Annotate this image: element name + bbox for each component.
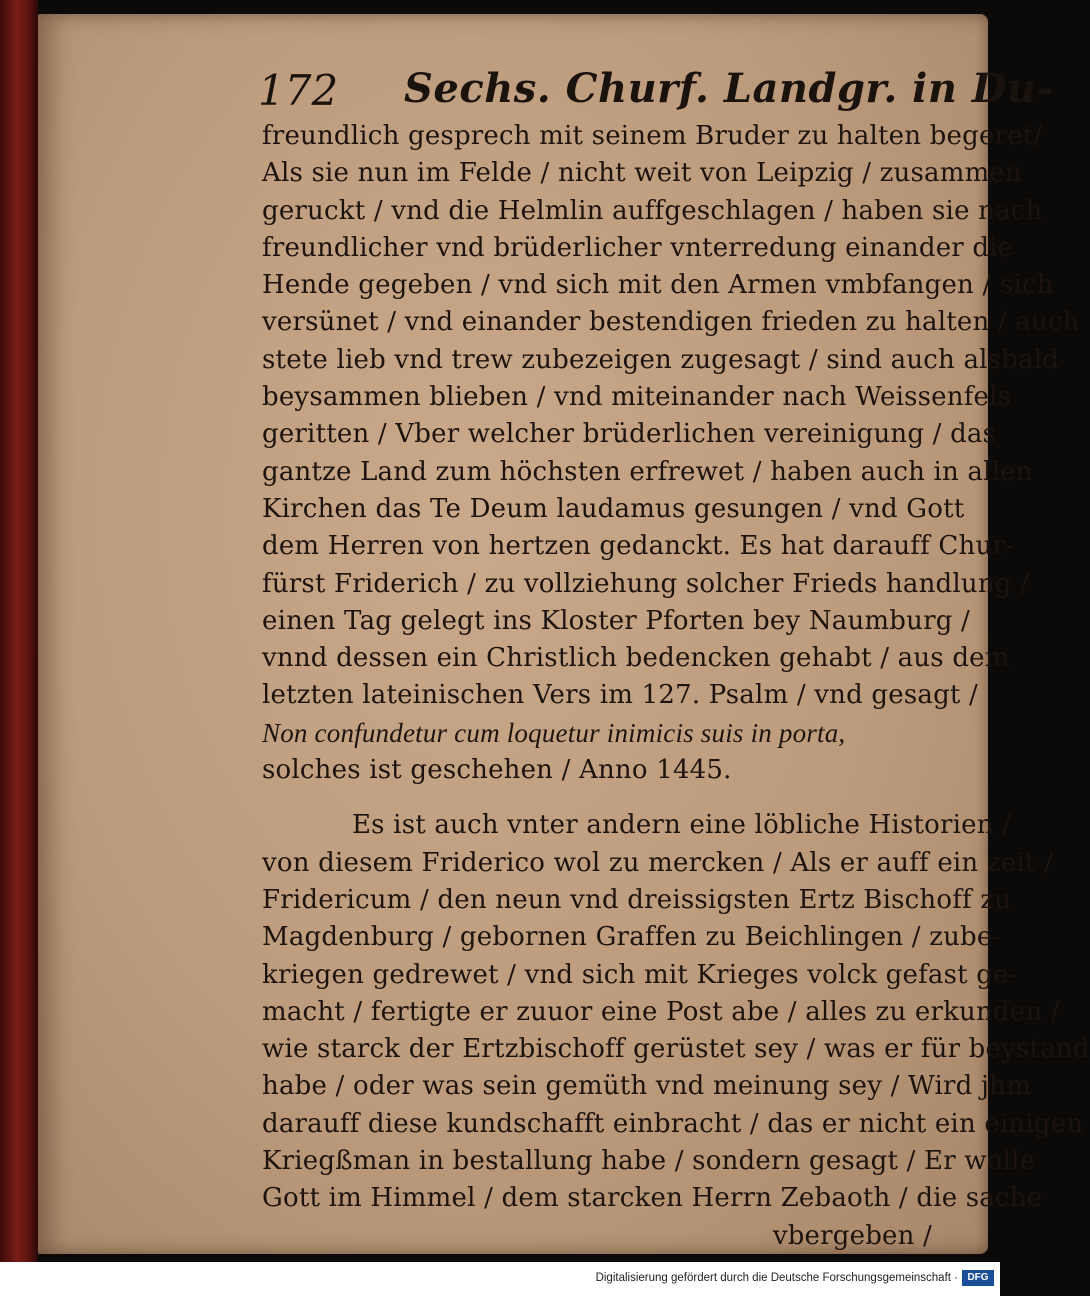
text-line: einen Tag gelegt ins Kloster Pforten bey Naumburg /: [262, 605, 970, 636]
text-line: habe / oder was sein gemüth vnd meinung sey / Wird jhm: [262, 1071, 1031, 1102]
text-line: von diesem Friderico wol zu mercken / Als er auff ein zeit /: [262, 847, 1053, 878]
text-line: beysammen blieben / vnd miteinander nach Weissenfels: [262, 382, 1012, 413]
text-line: dem Herren von hertzen gedanckt. Es hat darauff Chur-: [262, 531, 1015, 562]
text-line: freundlich gesprech mit seinem Bruder zu halten begeret/: [262, 121, 1043, 151]
catchword: vbergeben /: [772, 1220, 932, 1251]
digitization-footer: [0, 1262, 1000, 1296]
text-line: freundlicher vnd brüderlicher vnterredung einander die: [262, 232, 1014, 263]
text-line: geritten / Vber welcher brüderlichen vereinigung / das: [262, 419, 997, 450]
text-line: letzten lateinischen Vers im 127. Psalm / vnd gesagt /: [262, 680, 978, 711]
text-line: vnnd dessen ein Christlich bedencken gehabt / aus dem: [262, 643, 1010, 674]
text-line: macht / fertigte er zuuor eine Post abe / alles zu erkunden /: [262, 996, 1060, 1027]
text-line: kriegen gedrewet / vnd sich mit Krieges volck gefast ge-: [262, 959, 1018, 990]
text-line: Kriegßman in bestallung habe / sondern gesagt / Er wolle: [262, 1146, 1036, 1177]
paragraph-first-line: Es ist auch vnter andern eine löbliche Historien /: [352, 810, 1012, 841]
text-line: Magdenburg / gebornen Graffen zu Beichlingen / zube-: [262, 922, 1002, 953]
text-line: versünet / vnd einander bestendigen frieden zu halten / auch: [262, 307, 1080, 338]
text-line: stete lieb vnd trew zubezeigen zugesagt / sind auch alsbald: [262, 344, 1060, 375]
page-text: [262, 118, 1090, 1255]
date-line: solches ist geschehen / Anno 1445.: [262, 755, 732, 786]
funding-notice: Digitalisierung gefördert durch die Deutsche Forschungsgemeinschaft ·: [595, 1272, 958, 1284]
text-line: Kirchen das Te Deum laudamus gesungen / vnd Gott: [262, 493, 965, 524]
text-line: wie starck der Ertzbischoff gerüstet sey / was er für beystand: [262, 1034, 1090, 1065]
dfg-logo: DFG: [962, 1270, 994, 1286]
paragraph-gap: [262, 789, 942, 807]
text-line: Gott im Himmel / dem starcken Herrn Zebaoth / die sache: [262, 1183, 1043, 1214]
page-number: 172: [258, 66, 339, 115]
text-line: gantze Land zum höchsten erfrewet / haben auch in allen: [262, 456, 1033, 487]
text-line: geruckt / vnd die Helmlin auffgeschlagen / haben sie nach: [262, 195, 1043, 226]
latin-quote-line: Non confundetur cum loquetur inimicis suis in porta,: [262, 717, 846, 748]
running-title: Sechs. Churf. Landgr. in Du-: [404, 65, 1054, 112]
text-line: Hende gegeben / vnd sich mit den Armen vmbfangen / sich: [262, 270, 1054, 301]
text-line: Als sie nun im Felde / nicht weit von Leipzig / zusammen: [262, 158, 1022, 189]
text-line: fürst Friderich / zu vollziehung solcher Frieds handlung /: [262, 568, 1030, 599]
text-line: Fridericum / den neun vnd dreissigsten Ertz Bischoff zu: [262, 884, 1012, 915]
page-header: [258, 64, 1054, 122]
book-cover-edge: [0, 0, 38, 1262]
text-line: darauff diese kundschafft einbracht / das er nicht ein einigen: [262, 1108, 1084, 1139]
